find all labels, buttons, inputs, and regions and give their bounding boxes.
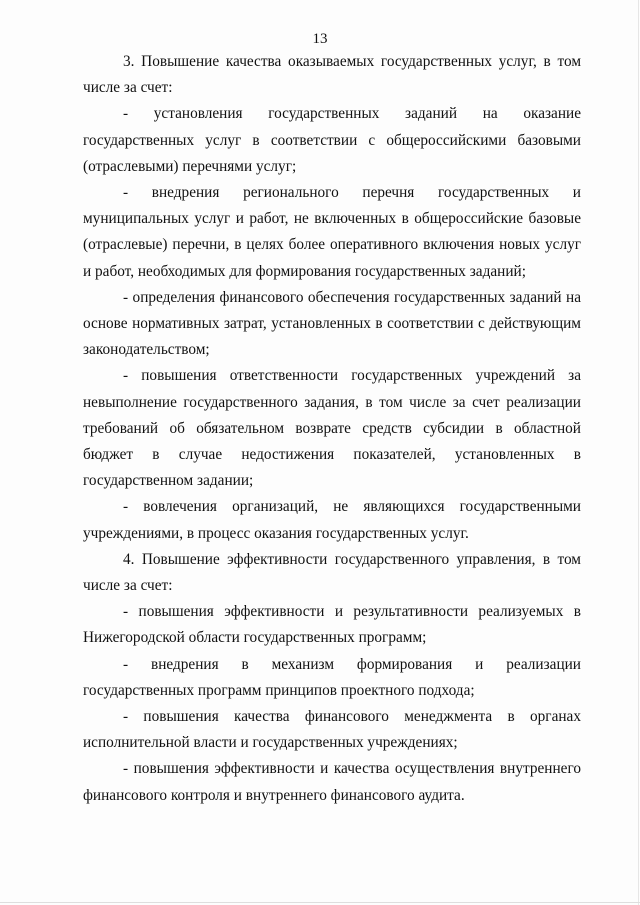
list-item: - повышения качества финансового менеджмента в органах исполнительной власти и государственных учреждениях;: [83, 708, 581, 752]
list-item: - установления государственных заданий на оказание государственных услуг в соответствии с общероссийскими базовыми (отраслевыми) перечнями услуг;: [83, 105, 581, 175]
list-item: - внедрения регионального перечня государственных и муниципальных услуг и работ, не включенных в общероссийские базовые (отраслевые) перечни, в целях более оперативного включения новых услуг и работ, необходимых для формирования государственных заданий;: [83, 184, 581, 280]
list-item: - вовлечения организаций, не являющихся государственными учреждениями, в процесс оказания государственных услуг.: [83, 498, 581, 542]
list-item: - повышения эффективности и качества осуществления внутреннего финансового контроля и внутреннего финансового аудита.: [83, 760, 581, 804]
document-body: [83, 49, 581, 809]
list-item: - внедрения в механизм формирования и реализации государственных программ принципов проектного подхода;: [83, 655, 581, 699]
list-item: - определения финансового обеспечения государственных заданий на основе нормативных затрат, установленных в соответствии с действующим законодательством;: [83, 288, 581, 359]
section-4-heading: 4. Повышение эффективности государственного управления, в том числе за счет:: [83, 550, 581, 595]
page-number: 13: [312, 31, 328, 47]
list-item: - повышения ответственности государственных учреждений за невыполнение государственного задания, в том числе за счет реализации требований об обязательном возврате средств субсидии в областной бюджет в случае недостижения показателей, установленных в государственном задании;: [83, 367, 581, 490]
scan-edge-right: [638, 0, 639, 905]
section-3-heading: 3. Повышение качества оказываемых государственных услуг, в том числе за счет:: [83, 53, 581, 97]
list-item: - повышения эффективности и результативности реализуемых в Нижегородской области государственных программ;: [83, 603, 581, 647]
scan-edge-bottom: [0, 902, 640, 903]
